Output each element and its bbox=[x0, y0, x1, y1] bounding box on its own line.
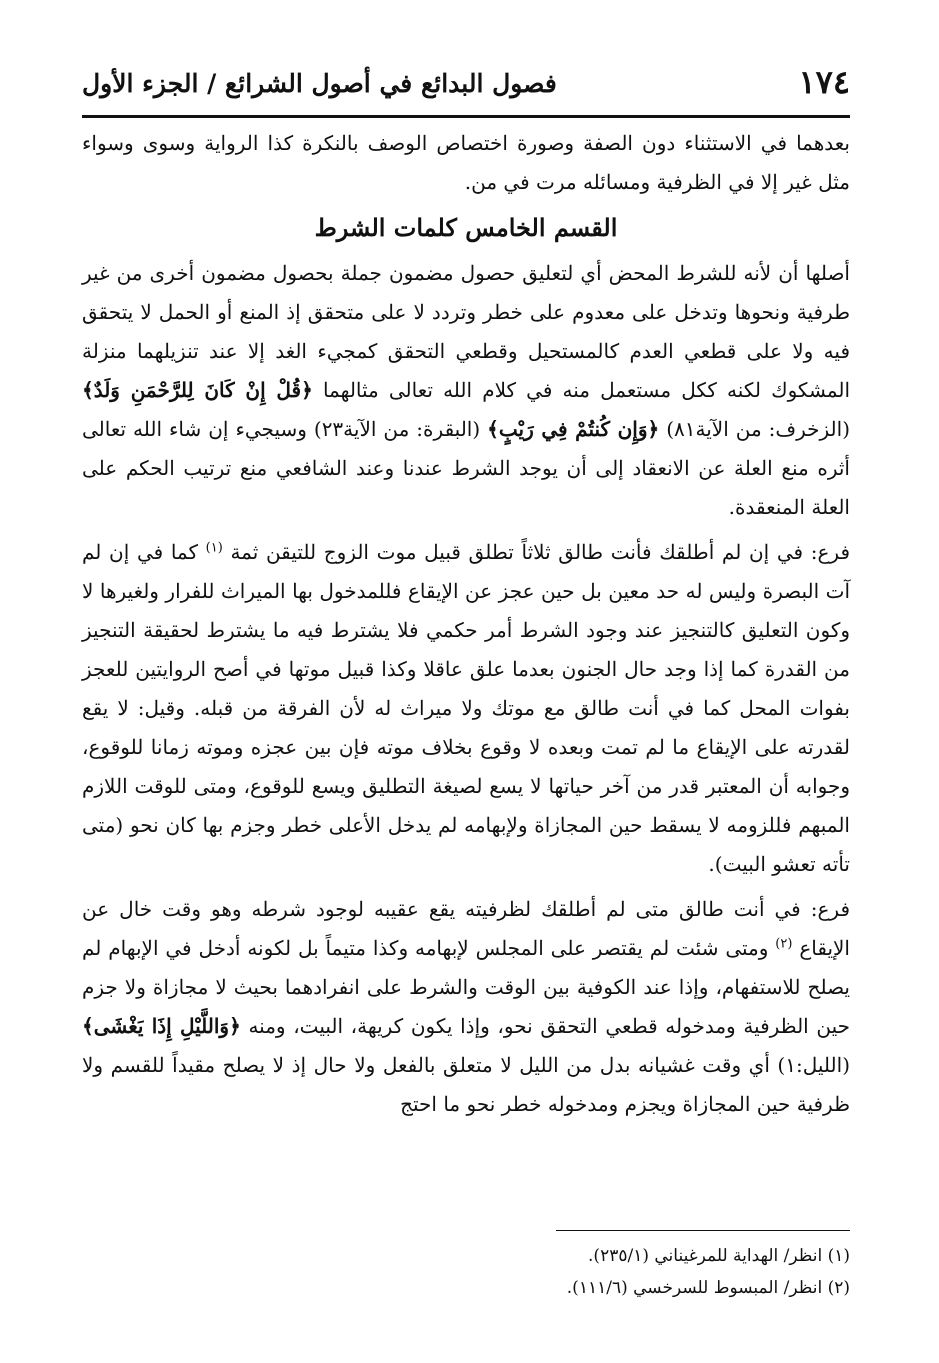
section-heading: القسم الخامس كلمات الشرط bbox=[314, 213, 618, 242]
footnote-marker[interactable]: (١) bbox=[205, 540, 223, 556]
paragraph-text: فرع: في أنت طالق متى لم أطلقك لظرفيته يقع عقيبه لوجود شرطه وهو وقت خال عن الإيقاع bbox=[82, 897, 850, 960]
quran-verse: ﴿قُلْ إِنْ كَانَ لِلرَّحْمَنِ وَلَدٌ﴾ bbox=[82, 378, 313, 402]
footnotes bbox=[82, 1240, 850, 1304]
paragraph-text: ومتى شئت لم يقتصر على المجلس لإبهامه وكذا متيماً بل لكونه أدخل في الإبهام لم يصلح للاستفهام، وإذا عند الكوفية بين الوقت والشرط على انفرادهما بحيث لا مجازاة ولا جزم حين الظرفية ومدخوله قطعي التحقق نحو، وإذا يكون كريهة، البيت، ومنه bbox=[82, 936, 851, 1038]
paragraph-branch-2 bbox=[82, 890, 850, 1124]
page-number: ١٧٤ bbox=[798, 63, 850, 101]
verse-reference: (الزخرف: من الآية٨١) bbox=[666, 417, 851, 441]
paragraph-text: (البقرة: من الآية٢٣) وسيجيء إن شاء الله تعالى أثره منع العلة عن الانعقاد إلى أن يوجد الشرط عندنا وعند الشافعي منع ترتيب الحكم على العلة المنعقدة. bbox=[82, 417, 850, 519]
page-header bbox=[82, 60, 850, 110]
paragraph-text: فرع: في إن لم أطلقك فأنت طالق ثلاثاً تطلق قبيل موت الزوج للتيقن ثمة bbox=[230, 540, 851, 564]
paragraph-branch-1 bbox=[82, 533, 850, 884]
paragraph-conditional-words bbox=[82, 254, 850, 527]
footnote-marker[interactable]: (٢) bbox=[775, 936, 793, 952]
running-title: فصول البدائع في أصول الشرائع / الجزء الأول bbox=[82, 69, 557, 98]
quran-verse: ﴿وَاللَّيْلِ إِذَا يَغْشَى﴾ bbox=[82, 1014, 241, 1038]
header-divider bbox=[82, 115, 850, 118]
footnote-divider bbox=[556, 1230, 850, 1231]
footnote-2: (٢) انظر/ المبسوط للسرخسي (١١١/٦). bbox=[566, 1278, 850, 1298]
paragraph-text: أصلها أن لأنه للشرط المحض أي لتعليق حصول مضمون جملة بحصول مضمون أخرى من غير طرفية ونحوها وتدخل على معدوم على خطر وتردد لا على متحقق إذ المنع أو الحمل لا يتحقق فيه ولا على قطعي العدم كالمستحيل وقطعي التحقق كمجيء الغد إلا عند تنزيلهما منزلة المشكوك لكنه ككل مستعمل منه في كلام الله تعالى مثالهما bbox=[82, 261, 851, 402]
main-text bbox=[82, 124, 850, 1124]
footnote-1: (١) انظر/ الهداية للمرغيناني (٢٣٥/١). bbox=[588, 1246, 850, 1266]
paragraph-text: (الليل:١) أي وقت غشيانه بدل من الليل لا متعلق بالفعل ولا حال إذ لا يصلح مقيداً للقسم ولا ظرفية حين المجازاة ويجزم ومدخوله خطر نحو ما احتج bbox=[82, 1053, 850, 1116]
quran-verse: ﴿وَإِن كُنتُمْ فِي رَيْبٍ﴾ bbox=[487, 417, 660, 441]
paragraph-text: كما في إن لم آت البصرة وليس له حد معين بل حين عجز عن الإيقاع فللمدخول بها الميراث للفرار ولغيرها لا وكون التعليق كالتنجيز عند وجود الشرط أمر حكمي فلا يشترط فيه ما يشترط لحقيقة التنجيز من القدرة كما إذا وجد حال الجنون بعدما علق عاقلا وكذا قبيل موتها في أصح الروايتين للعجز بفوات المحل كما في أنت طالق مع موتك ولا ميراث له لأن الفرقة من قبله. وقيل: لا يقع لقدرته على الإيقاع ما لم تمت وبعده لا وقوع بخلاف موته فإن بين عجزه وموته زمانا للوقوع، وجوابه أن المعتبر قدر من آخر حياتها لا يسع لصيغة التطليق ويسع للوقوع، ومتى للوقت اللازم المبهم فللزومه لا يسقط حين المجازاة ولإبهامه لم يدخل الأعلى خطر وجزم بها كان نحو (متى تأته تعشو البيت). bbox=[82, 540, 850, 876]
intro-paragraph: بعدهما في الاستثناء دون الصفة وصورة اختصاص الوصف بالنكرة كذا الرواية وسوى وسواء مثل غير إلا في الظرفية ومسائله مرت في من. bbox=[82, 131, 850, 194]
